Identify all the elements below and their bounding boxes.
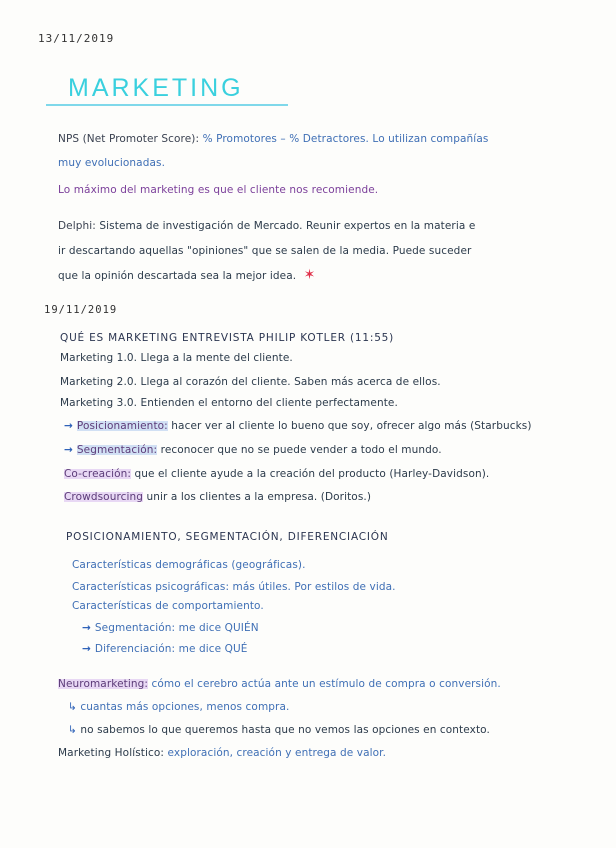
neuro-point-text: cuantas más opciones, menos compra.: [80, 701, 290, 713]
characteristic-demograficas: Características demográficas (geográficas).: [72, 559, 306, 571]
kotler-point-posicionamiento: [64, 419, 532, 433]
kotler-point-cocreacion: [64, 467, 489, 481]
arrow-hook-icon: ↳: [68, 724, 77, 736]
point-text: hacer ver al cliente lo bueno que soy, ofrecer algo más (Starbucks): [171, 420, 532, 432]
marketing-holistico-line: [58, 746, 386, 760]
title-underline: [46, 104, 288, 106]
date-second: 19/11/2019: [44, 304, 118, 316]
point-text: reconocer que no se puede vender a todo el mundo.: [160, 444, 442, 456]
delphi-term: Delphi:: [58, 220, 96, 232]
point-text: unir a los clientes a la empresa. (Doritos.): [146, 491, 372, 503]
star-icon: ✶: [303, 267, 316, 283]
holistico-term: Marketing Holístico:: [58, 747, 165, 759]
delphi-text-3: que la opinión descartada sea la mejor idea.: [58, 270, 297, 282]
segment-arrow-text: Segmentación: me dice QUIÉN: [94, 622, 259, 634]
nps-line: [58, 132, 488, 146]
holistico-definition: exploración, creación y entrega de valor.: [167, 747, 387, 759]
kotler-point-segmentacion: [64, 443, 442, 457]
arrow-right-icon: →: [82, 643, 91, 655]
nps-line-2: muy evolucionadas.: [58, 157, 166, 169]
neuromarketing-line: [58, 677, 501, 691]
maximo-marketing: Lo máximo del marketing es que el cliente nos recomiende.: [58, 184, 379, 196]
characteristic-comportamiento: Características de comportamiento.: [72, 600, 264, 612]
segmentacion-quien: [82, 621, 259, 635]
point-term: Crowdsourcing: [64, 491, 144, 503]
point-term: Posicionamiento:: [76, 420, 168, 432]
arrow-right-icon: →: [64, 444, 73, 456]
point-text: que el cliente ayude a la creación del producto (Harley-Davidson).: [134, 468, 490, 480]
nps-definition: % Promotores – % Detractores. Lo utilizan compañías: [202, 133, 489, 145]
delphi-line-2: ir descartando aquellas "opiniones" que se salen de la media. Puede suceder: [58, 245, 472, 257]
neuromarketing-term: Neuromarketing:: [58, 678, 149, 690]
delphi-line-1: [58, 219, 475, 233]
neuro-point-2: [68, 723, 490, 737]
delphi-line-3: [58, 268, 316, 283]
marketing-1-0: Marketing 1.0. Llega a la mente del cliente.: [60, 352, 293, 364]
segment-arrow-text: Diferenciación: me dice QUÉ: [94, 643, 248, 655]
characteristic-psicograficas: Características psicográficas: más útiles. Por estilos de vida.: [72, 581, 396, 593]
delphi-text-1: Sistema de investigación de Mercado. Reunir expertos en la materia e: [99, 220, 476, 232]
point-term: Co-creación:: [64, 468, 131, 480]
arrow-right-icon: →: [64, 420, 73, 432]
neuro-point-text: no sabemos lo que queremos hasta que no vemos las opciones en contexto.: [80, 724, 490, 736]
marketing-2-0: Marketing 2.0. Llega al corazón del cliente. Saben más acerca de ellos.: [60, 376, 441, 388]
diferenciacion-que: [82, 642, 248, 656]
section-heading: POSICIONAMIENTO, SEGMENTACIÓN, DIFERENCIACIÓN: [66, 531, 389, 543]
date-top: 13/11/2019: [38, 32, 115, 45]
arrow-right-icon: →: [82, 622, 91, 634]
nps-term: NPS (Net Promoter Score):: [58, 133, 200, 145]
kotler-point-crowdsourcing: [64, 490, 371, 504]
neuromarketing-definition: cómo el cerebro actúa ante un estímulo de compra o conversión.: [151, 678, 501, 690]
marketing-3-0: Marketing 3.0. Entienden el entorno del cliente perfectamente.: [60, 397, 398, 409]
interview-heading: QUÉ ES MARKETING ENTREVISTA PHILIP KOTLER (11:55): [60, 332, 395, 344]
page-title: MARKETING: [68, 74, 244, 102]
point-term: Segmentación:: [76, 444, 158, 456]
arrow-hook-icon: ↳: [68, 701, 77, 713]
neuro-point-1: [68, 700, 289, 714]
